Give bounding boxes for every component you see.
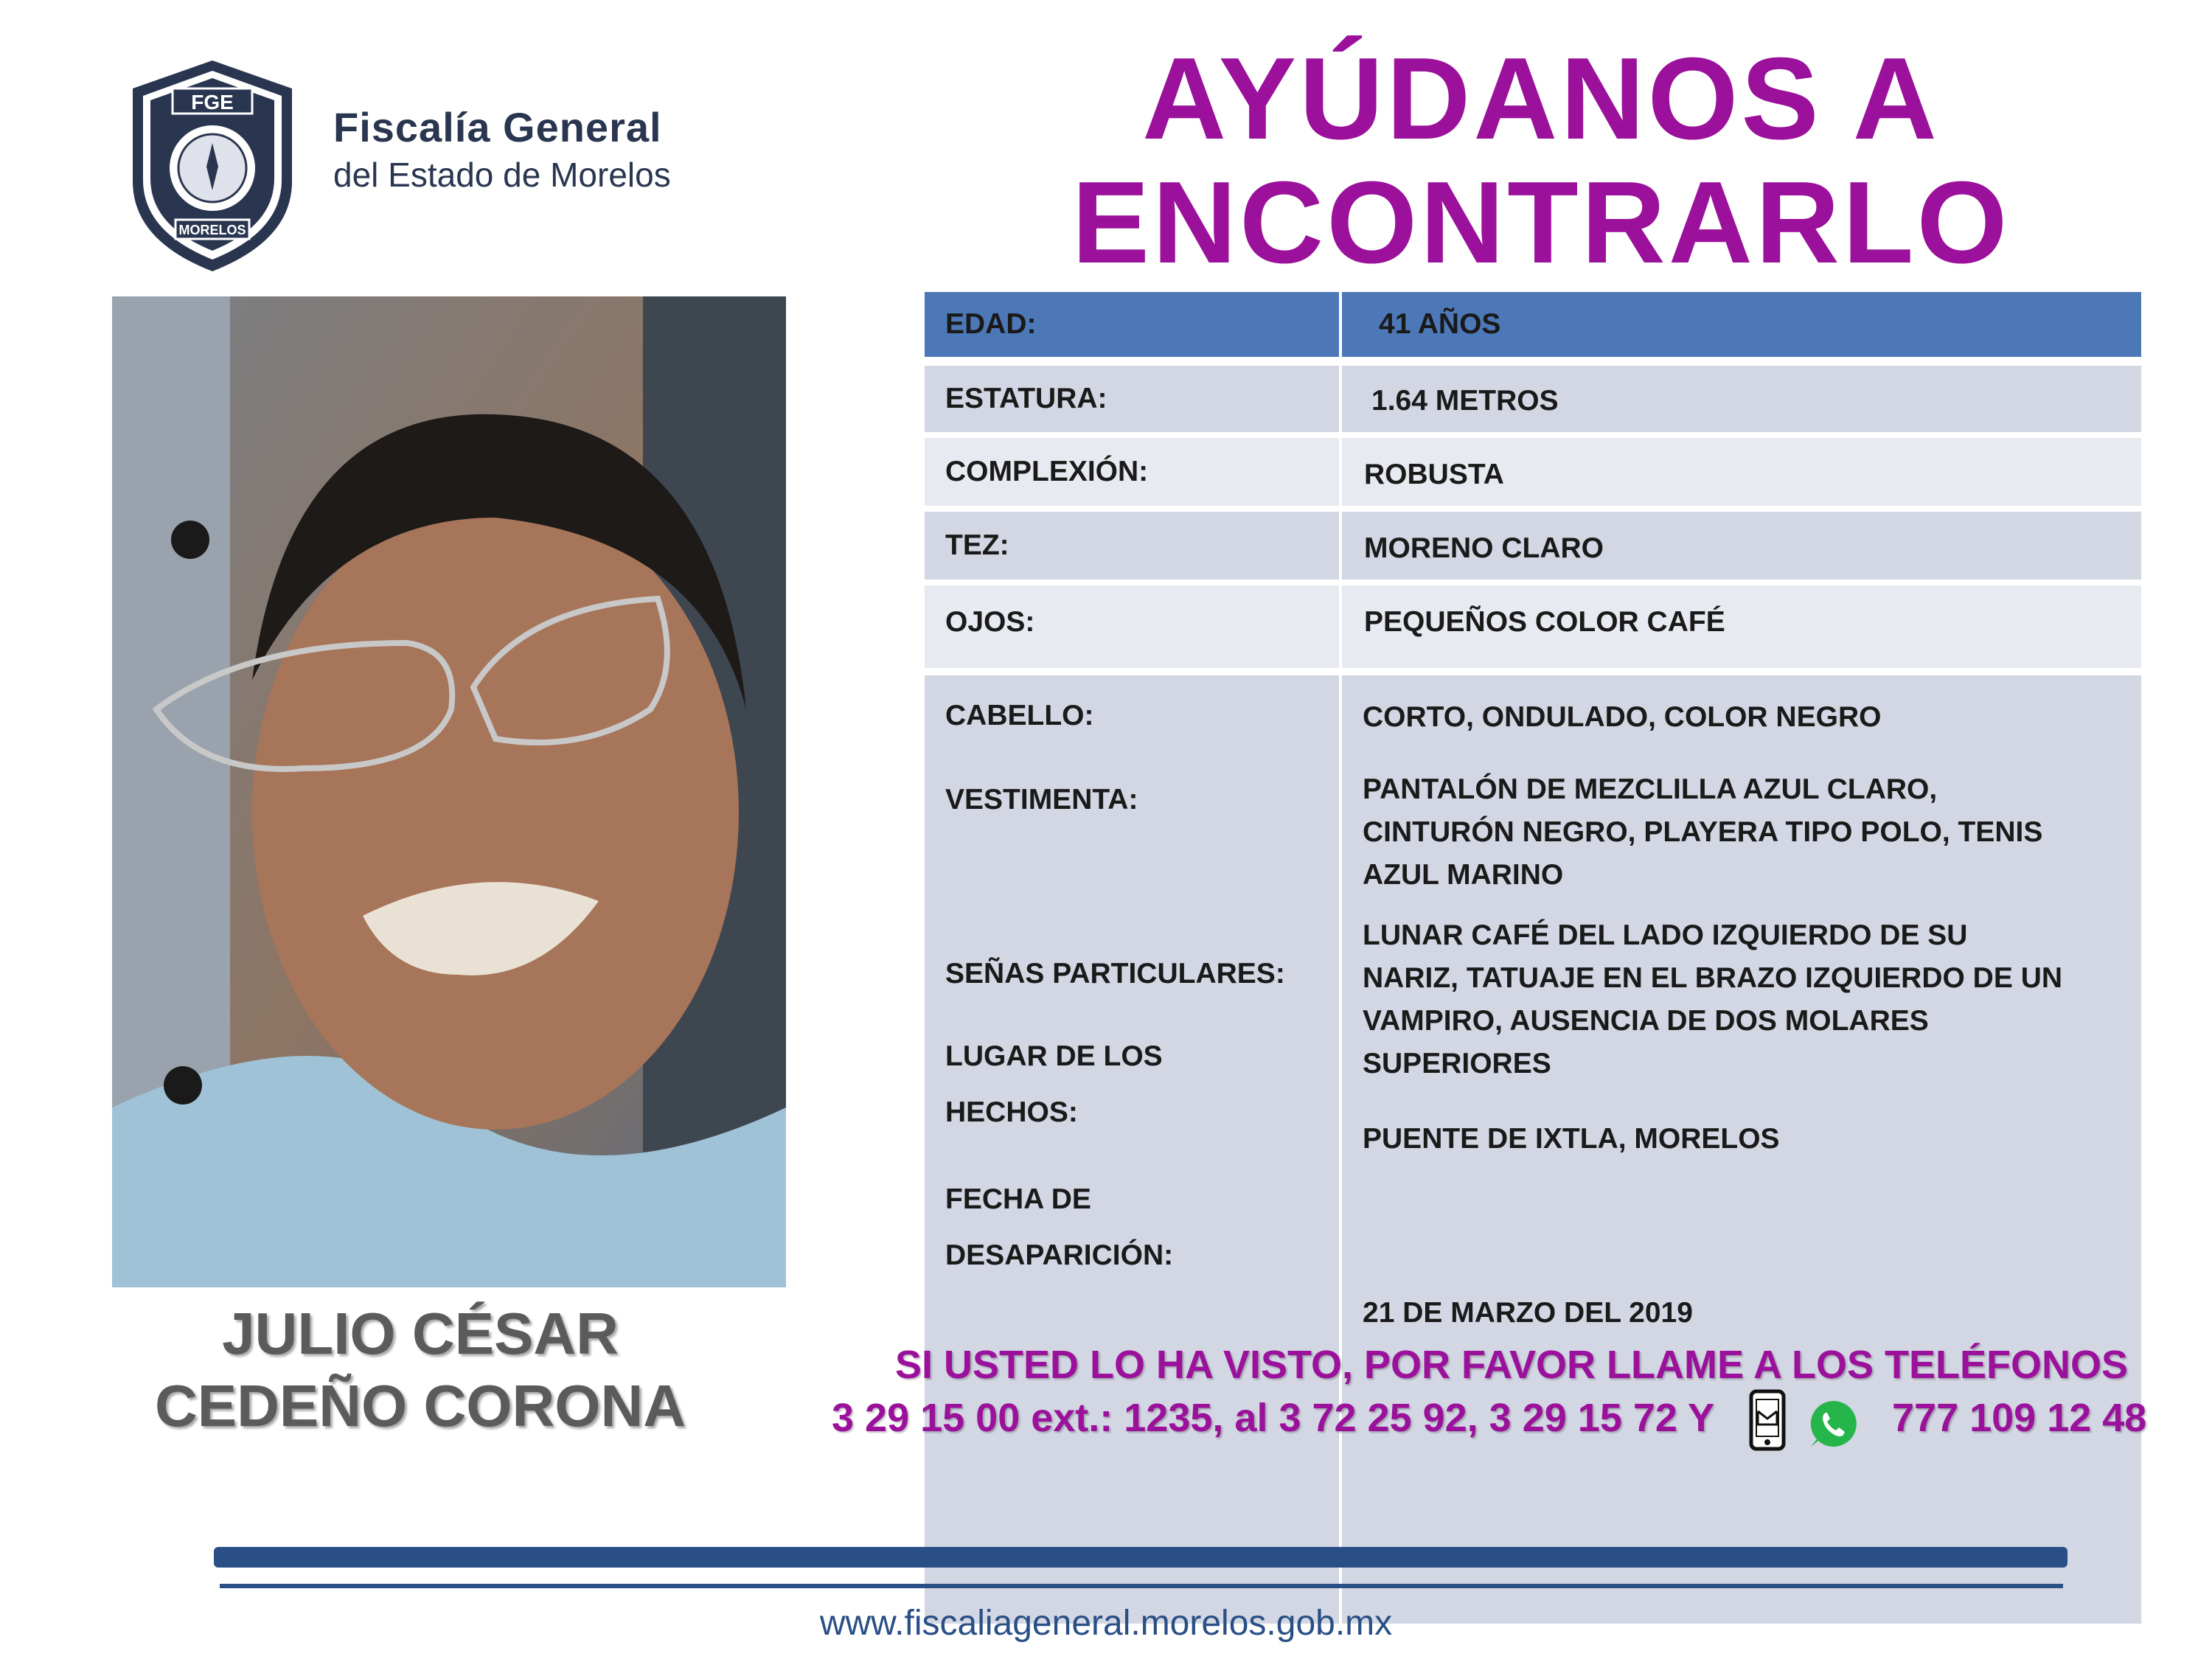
- logo-badge-text: FGE: [191, 91, 234, 114]
- detail-value: PEQUEÑOS COLOR CAFÉ: [1342, 585, 2141, 668]
- label-fecha-1: FECHA DE: [945, 1183, 1091, 1215]
- detail-row-description: [925, 675, 2141, 1624]
- mobile-phone-icon: [1749, 1389, 1786, 1451]
- page-title: [914, 34, 2168, 288]
- detail-value: MORENO CLARO: [1342, 512, 2141, 580]
- label-senas: SEÑAS PARTICULARES:: [945, 958, 1285, 990]
- label-cabello: CABELLO:: [945, 700, 1094, 731]
- person-photo: [112, 296, 786, 1287]
- whatsapp-number: 777 109 12 48: [1892, 1396, 2147, 1440]
- person-name-line-2: CEDEÑO CORONA: [154, 1373, 686, 1439]
- label-lugar-2: HECHOS:: [945, 1096, 1078, 1128]
- org-subtitle: del Estado de Morelos: [333, 156, 671, 194]
- contact-line-1: SI USTED LO HA VISTO, POR FAVOR LLAME A LOS TELÉFONOS: [894, 1343, 2129, 1387]
- value-lugar: PUENTE DE IXTLA, MORELOS: [1363, 1123, 1780, 1155]
- contact-phones: 3 29 15 00 ext.: 1235, al 3 72 25 92, 3 29 15 72 Y: [832, 1396, 1714, 1440]
- value-fecha: 21 DE MARZO DEL 2019: [1363, 1297, 1693, 1329]
- detail-label: ESTATURA:: [925, 366, 1339, 432]
- detail-row-estatura: [925, 366, 2141, 432]
- label-vestimenta: VESTIMENTA:: [945, 784, 1138, 815]
- person-name: [111, 1298, 730, 1442]
- detail-row-edad: [925, 292, 2141, 357]
- detail-label: COMPLEXIÓN:: [925, 438, 1339, 506]
- person-name-line-1: JULIO CÉSAR: [222, 1301, 619, 1366]
- value-vestimenta-1: PANTALÓN DE MEZCLILLA AZUL CLARO,: [1363, 773, 1938, 805]
- value-senas-4: SUPERIORES: [1363, 1048, 1551, 1079]
- value-senas-1: LUNAR CAFÉ DEL LADO IZQUIERDO DE SU: [1363, 919, 1968, 951]
- title-line-1: AYÚDANOS A: [1142, 34, 1940, 164]
- detail-row-tez: [925, 512, 2141, 580]
- detail-value: 1.64 METROS: [1342, 366, 2141, 432]
- footer-divider-thick: [214, 1547, 2067, 1568]
- org-name: Fiscalía General: [333, 104, 662, 150]
- label-lugar-1: LUGAR DE LOS: [945, 1040, 1163, 1072]
- detail-value: 41 AÑOS: [1342, 292, 2141, 357]
- detail-label: TEZ:: [925, 512, 1339, 580]
- value-senas-2: NARIZ, TATUAJE EN EL BRAZO IZQUIERDO DE UN: [1363, 962, 2063, 994]
- label-fecha-2: DESAPARICIÓN:: [945, 1239, 1174, 1271]
- detail-value: ROBUSTA: [1342, 438, 2141, 506]
- title-line-2: ENCONTRARLO: [1071, 158, 2011, 288]
- footer-divider-thin: [220, 1584, 2063, 1588]
- fge-logo: [124, 56, 301, 277]
- value-vestimenta-2: CINTURÓN NEGRO, PLAYERA TIPO POLO, TENIS: [1363, 816, 2043, 848]
- detail-label: OJOS:: [925, 585, 1339, 668]
- value-vestimenta-3: AZUL MARINO: [1363, 859, 1564, 891]
- detail-row-ojos: [925, 585, 2141, 668]
- detail-row-complexion: [925, 438, 2141, 506]
- footer-url[interactable]: www.fiscaliageneral.morelos.gob.mx: [819, 1604, 1393, 1643]
- value-senas-3: VAMPIRO, AUSENCIA DE DOS MOLARES: [1363, 1005, 1929, 1037]
- detail-label: EDAD:: [925, 292, 1339, 357]
- whatsapp-icon: [1808, 1398, 1860, 1450]
- value-cabello: CORTO, ONDULADO, COLOR NEGRO: [1363, 701, 1882, 733]
- logo-state-text: MORELOS: [178, 223, 246, 237]
